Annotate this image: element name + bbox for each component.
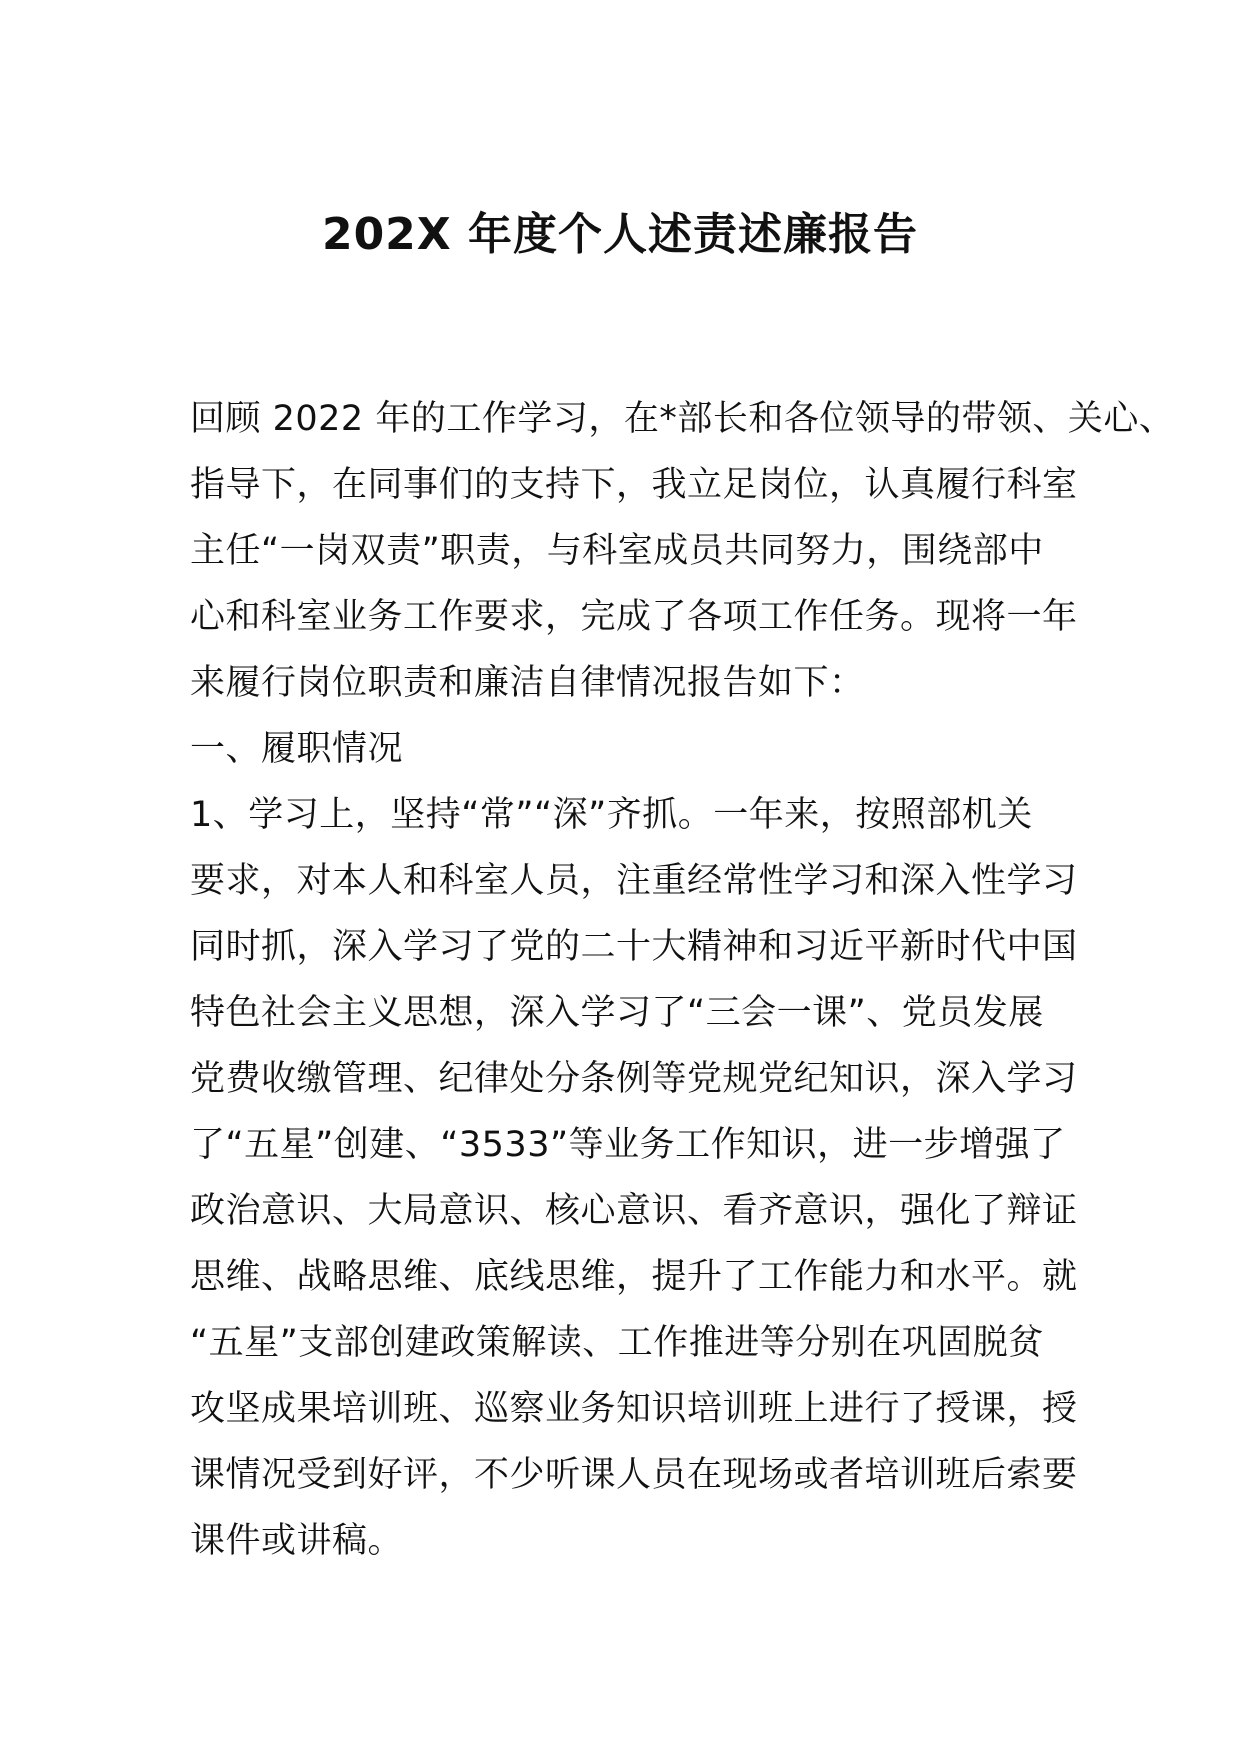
- body-line: 攻坚成果培训班、巡察业务知识培训班上进行了授课，授: [190, 1389, 1078, 1429]
- body-line: 指导下，在同事们的支持下，我立足岗位，认真履行科室: [190, 465, 1078, 505]
- body-line: 课情况受到好评，不少听课人员在现场或者培训班后索要: [190, 1455, 1078, 1495]
- body-line: 回顾 2022 年的工作学习，在*部长和各位领导的带领、关心、: [190, 399, 1175, 439]
- body-line: 了“五星”创建、“3533”等业务工作知识，进一步增强了: [190, 1125, 1066, 1165]
- body-line: 课件或讲稿。: [190, 1521, 404, 1561]
- body-line: 党费收缴管理、纪律处分条例等党规党纪知识，深入学习: [190, 1059, 1078, 1099]
- document-title: 202X 年度个人述责述廉报告: [321, 209, 919, 260]
- body-line: 政治意识、大局意识、核心意识、看齐意识，强化了辩证: [190, 1191, 1078, 1231]
- body-line: 1、学习上，坚持“常”“深”齐抓。一年来，按照部机关: [190, 795, 1033, 835]
- body-line: 要求，对本人和科室人员，注重经常性学习和深入性学习: [190, 861, 1078, 901]
- body-line: 心和科室业务工作要求，完成了各项工作任务。现将一年: [190, 597, 1078, 637]
- document-body: [190, 386, 1175, 1574]
- body-line: 思维、战略思维、底线思维，提升了工作能力和水平。就: [190, 1257, 1078, 1297]
- body-line: 同时抓，深入学习了党的二十大精神和习近平新时代中国: [190, 927, 1078, 967]
- section-heading: 一、履职情况: [190, 729, 404, 769]
- body-line: 主任“一岗双责”职责，与科室成员共同努力，围绕部中: [190, 531, 1044, 571]
- body-line: “五星”支部创建政策解读、工作推进等分别在巩固脱贫: [190, 1323, 1044, 1363]
- body-line: 特色社会主义思想，深入学习了“三会一课”、党员发展: [190, 993, 1044, 1033]
- body-line: 来履行岗位职责和廉洁自律情况报告如下：: [190, 663, 865, 703]
